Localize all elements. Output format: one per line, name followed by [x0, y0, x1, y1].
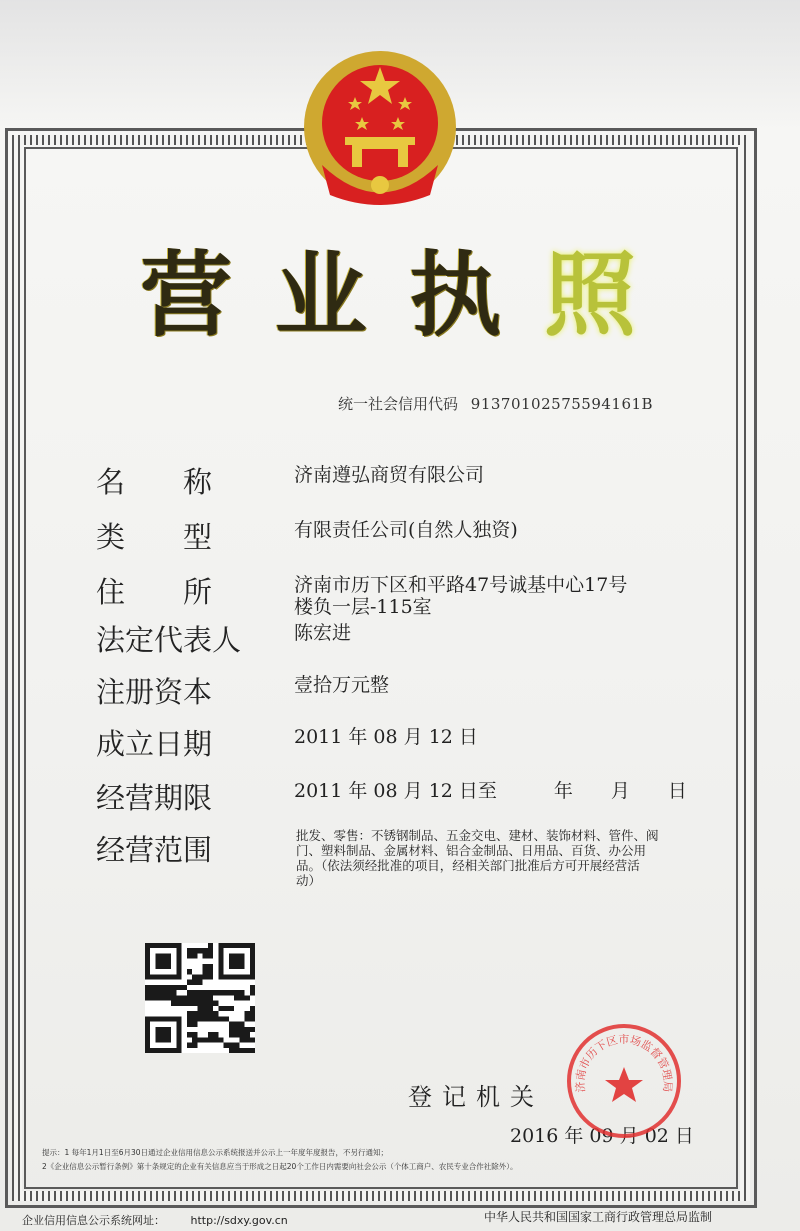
- label-legal-rep: 法定代表人: [96, 623, 242, 657]
- field-value: [294, 574, 627, 618]
- note-line-2: 2《企业信息公示暂行条例》第十条规定的企业有关信息应当于形成之日起20个工作日内需要向社会公示（个体工商户、农民专业合作社除外）。: [42, 1162, 518, 1171]
- field-label: [96, 670, 256, 711]
- official-seal-icon: [565, 1022, 683, 1140]
- field-value: 陈宏进: [294, 622, 352, 644]
- document-title: [140, 228, 640, 348]
- field-label: [96, 828, 256, 869]
- address-line-1: 济南市历下区和平路47号诚基中心17号: [294, 574, 628, 596]
- registration-authority-label: 登记机关: [408, 1083, 544, 1111]
- label-type: 类 型: [96, 520, 213, 554]
- footer-issuer: 中华人民共和国国家工商行政管理总局监制: [484, 1210, 713, 1224]
- field-value: 2011 年 08 月 12 日至 年 月 日: [294, 780, 687, 802]
- field-value: 2011 年 08 月 12 日: [294, 726, 478, 748]
- scope-line: 动）: [296, 873, 322, 888]
- national-emblem-icon: [300, 45, 460, 210]
- field-label: [96, 460, 256, 501]
- title-char-3: 执: [409, 241, 506, 349]
- credit-code-label: 统一社会信用代码: [338, 395, 459, 413]
- notes-block: [42, 1146, 742, 1174]
- scope-line: 品。（依法须经批准的项目，经相关部门批准后方可开展经营活: [296, 858, 640, 873]
- label-name: 名 称: [96, 465, 213, 499]
- label-capital: 注册资本: [96, 675, 213, 709]
- address-line-2: 楼负一层-115室: [294, 596, 432, 618]
- scope-line: 门、塑料制品、金属材料、铝合金制品、日用品、百货、办公用: [296, 843, 647, 858]
- seal-text: 济南市历下区市场监督管理局: [573, 1033, 675, 1093]
- footer-url-link[interactable]: http://sdxy.gov.cn: [190, 1214, 288, 1227]
- field-label: [96, 776, 256, 817]
- label-established: 成立日期: [96, 727, 213, 761]
- title-char-4: 照: [543, 241, 640, 349]
- scope-line: 批发、零售：不锈钢制品、五金交电、建材、装饰材料、管件、阀: [296, 828, 659, 843]
- title-char-1: 营: [140, 241, 237, 349]
- field-value: 壹拾万元整: [294, 674, 390, 696]
- business-scope-text: [296, 828, 716, 888]
- footer-left: [22, 1212, 288, 1228]
- field-label: [96, 515, 256, 556]
- qr-code-icon: [145, 943, 255, 1053]
- field-value: 有限责任公司(自然人独资): [294, 519, 518, 541]
- title-char-2: 业: [274, 241, 371, 349]
- label-address: 住 所: [96, 575, 213, 609]
- label-scope: 经营范围: [96, 833, 213, 867]
- footer-website-label: 企业信用信息公示系统网址：: [22, 1214, 165, 1227]
- note-line-1: 提示：1 每年1月1日至6月30日通过企业信用信息公示系统报送并公示上一年度年度报告，不另行通知；: [42, 1148, 389, 1157]
- issue-date: 2016 年 09 月 02 日: [510, 1125, 694, 1147]
- field-value: 济南遵弘商贸有限公司: [294, 464, 485, 486]
- label-term: 经营期限: [96, 781, 213, 815]
- credit-code-value: 91370102575594161B: [470, 395, 654, 413]
- field-label: [96, 618, 256, 659]
- field-label: [96, 570, 256, 611]
- field-label: [96, 722, 256, 763]
- credit-code-line: [338, 393, 653, 414]
